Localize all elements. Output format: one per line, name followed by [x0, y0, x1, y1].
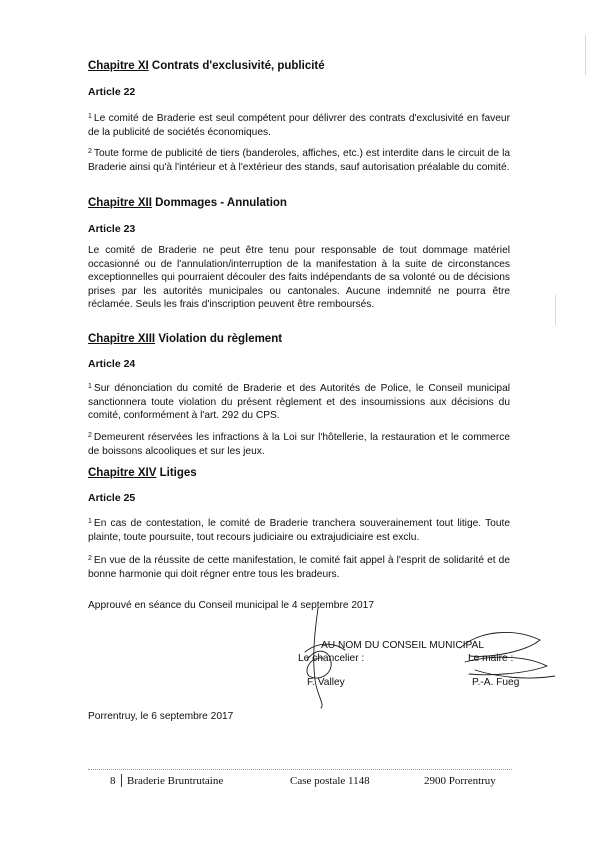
article-22-paragraph-2 [88, 145, 510, 174]
paragraph-text: Le comité de Braderie ne peut être tenu pour responsable de tout dommage matériel occasionné ou de l'annulation/interruption de la manifestation à la suite de circonstances exceptionnelles qui pourraient découler des faits indépendants de sa volonté ou de décisions prises par les autorités municipales ou cantonales. Aucune indemnité ne pourra être réclamée. Seuls les frais d'inscription peuvent être remboursés. [88, 245, 510, 311]
paragraph-number: 1 [88, 113, 92, 120]
handwritten-signatures [285, 600, 555, 710]
chapter-title: Violation du règlement [158, 333, 283, 345]
footer-organisation: Braderie Bruntrutaine [127, 775, 224, 787]
mayor-signature-lower [465, 657, 547, 675]
chapter-title: Dommages - Annulation [155, 197, 287, 209]
chapter-heading-13 [88, 333, 282, 345]
mayor-signature-tail [475, 670, 555, 678]
mayor-role: Le maire : [468, 653, 514, 664]
margin-mark [585, 35, 586, 75]
place-date: Porrentruy, le 6 septembre 2017 [88, 711, 234, 722]
chapter-heading-12 [88, 197, 287, 209]
paragraph-number: 1 [88, 518, 92, 525]
article-22-heading: Article 22 [88, 86, 136, 98]
paragraph-number: 2 [88, 148, 92, 155]
article-25-heading: Article 25 [88, 492, 136, 504]
chancellor-signature-flourish [305, 644, 345, 652]
footer-rule [88, 769, 512, 770]
footer-page-number: 8 [110, 775, 116, 787]
chapter-number: Chapitre XIII [88, 333, 156, 345]
paragraph-text: En cas de contestation, le comité de Braderie tranchera souverainement tout litige. Toute plainte, toute poursuite, tout recours judiciaire ou extrajudiciaire est exclu. [88, 518, 510, 543]
footer-city: 2900 Porrentruy [424, 775, 496, 787]
article-24-paragraph-1 [88, 380, 510, 423]
chapter-number: Chapitre XII [88, 197, 152, 209]
article-23-paragraph [88, 244, 510, 312]
paragraph-text: En vue de la réussite de cette manifestation, le comité fait appel à l'esprit de solidarité et de bonne harmonie qui doit régner entre tous les bradeurs. [88, 555, 510, 580]
footer-postbox: Case postale 1148 [290, 775, 370, 787]
chancellor-name: F. Valley [307, 677, 345, 688]
margin-mark [555, 295, 556, 325]
paragraph-text: Sur dénonciation du comité de Braderie et des Autorités de Police, le Conseil municipal sanctionnera toute violation du présent règlement et des insoumissions aux décisions du comité, conformément à l'art. 292 du CPS. [88, 383, 510, 422]
article-24-heading: Article 24 [88, 358, 136, 370]
paragraph-text: Demeurent réservées les infractions à la Loi sur l'hôtellerie, la restauration et le commerce de boissons alcooliques et sur les jeux. [88, 432, 510, 457]
article-22-paragraph-1 [88, 110, 510, 139]
chapter-title: Contrats d'exclusivité, publicité [151, 60, 325, 72]
chancellor-role: Le chancelier : [298, 653, 365, 664]
article-23-heading: Article 23 [88, 223, 136, 235]
chapter-title: Litiges [159, 467, 197, 479]
paragraph-number: 2 [88, 432, 92, 439]
mayor-signature-upper [460, 632, 540, 656]
article-25-paragraph-2 [88, 552, 510, 581]
chapter-heading-11 [88, 60, 325, 72]
chapter-number: Chapitre XIV [88, 467, 157, 479]
chapter-heading-14 [88, 467, 197, 479]
signature-heading: AU NOM DU CONSEIL MUNICIPAL [321, 640, 485, 651]
paragraph-number: 1 [88, 383, 92, 390]
chapter-number: Chapitre XI [88, 60, 149, 72]
footer-divider [121, 774, 122, 787]
paragraph-text: Le comité de Braderie est seul compétent pour délivrer des contrats d'exclusivité en faveur de la publicité de sociétés économiques. [88, 113, 510, 138]
paragraph-number: 2 [88, 555, 92, 562]
article-25-paragraph-1 [88, 515, 510, 544]
paragraph-text: Toute forme de publicité de tiers (banderoles, affiches, etc.) est interdite dans le circuit de la Braderie ainsi qu'à l'intérieur et à l'extérieur des stands, sauf autorisation préalable du comité. [88, 148, 510, 173]
approval-statement: Approuvé en séance du Conseil municipal le 4 septembre 2017 [88, 600, 374, 611]
article-24-paragraph-2 [88, 429, 510, 458]
chancellor-signature-loop [307, 651, 331, 678]
mayor-name: P.-A. Fueg [472, 677, 520, 688]
